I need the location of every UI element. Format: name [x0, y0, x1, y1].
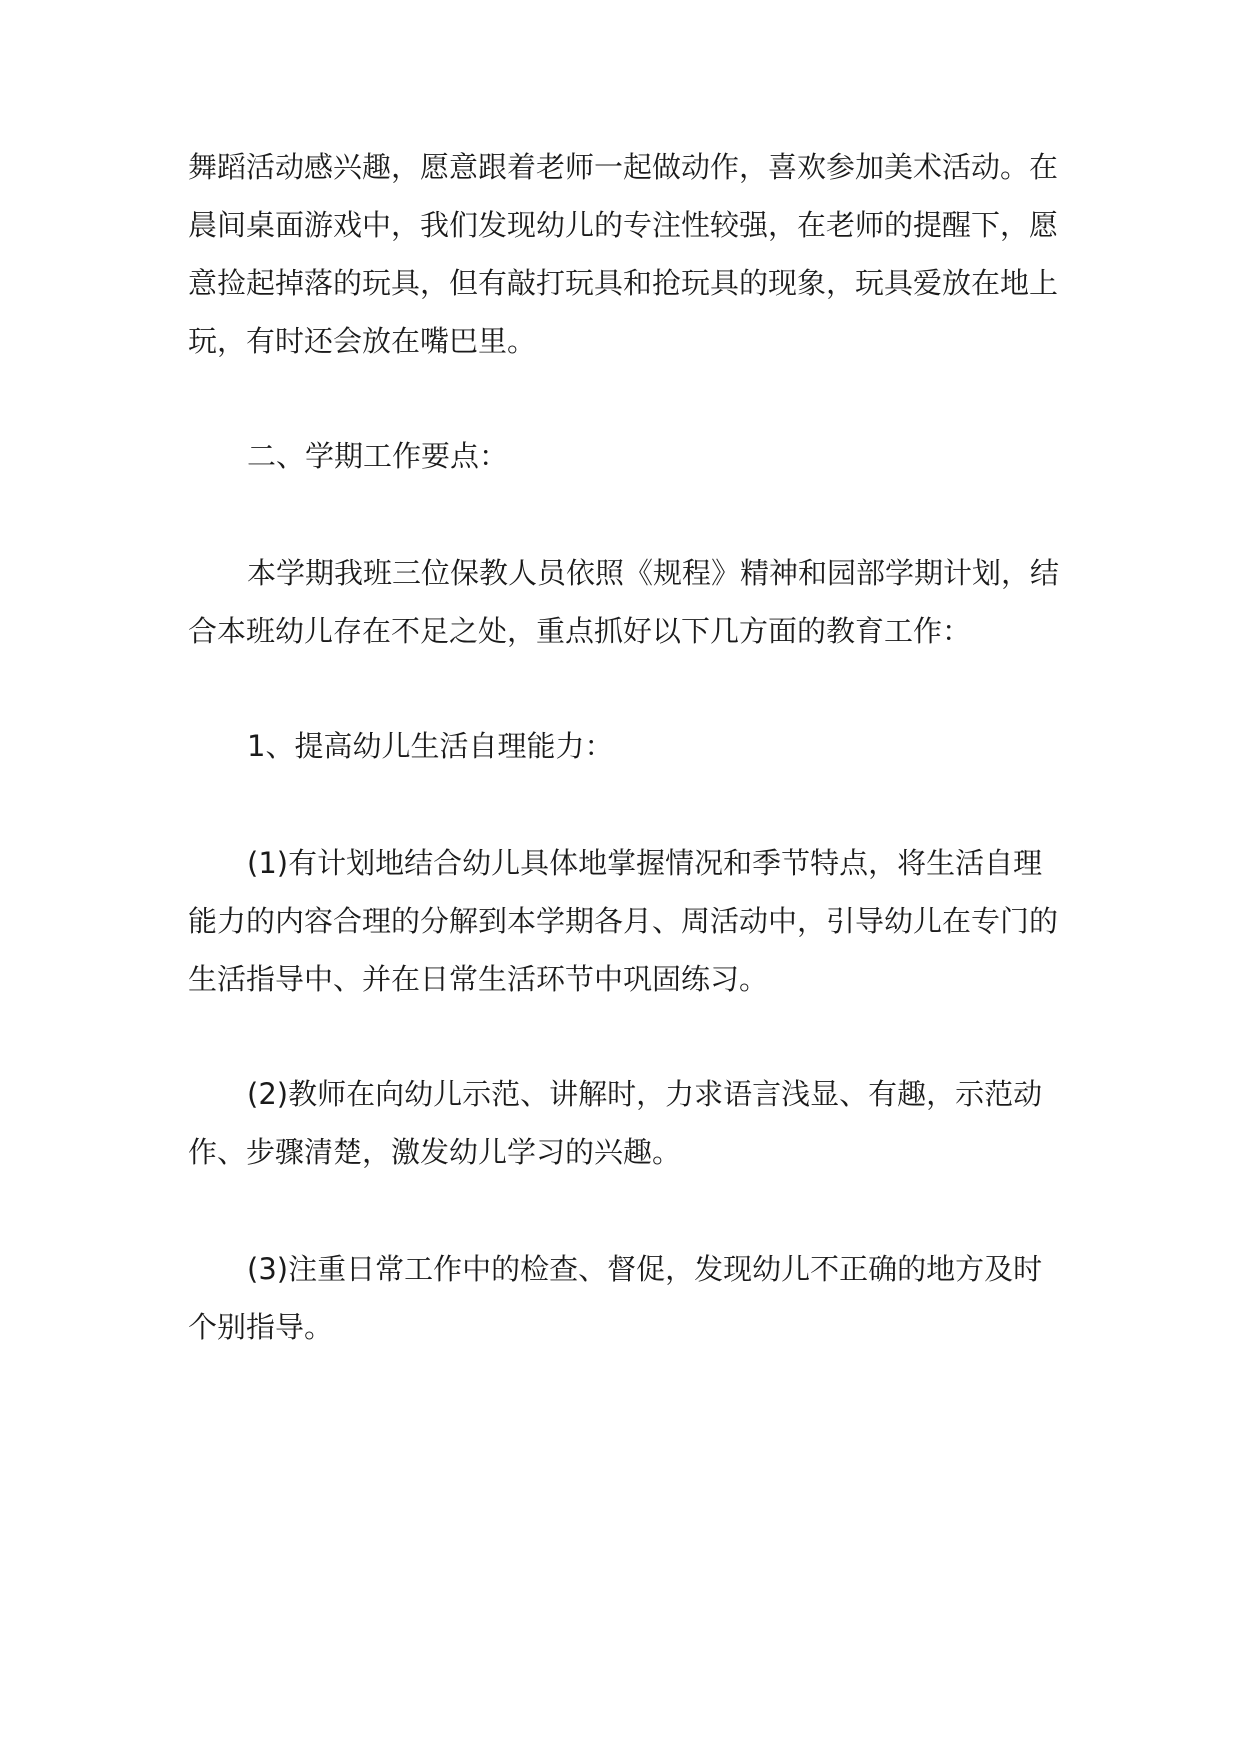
text-line: 舞蹈活动感兴趣，愿意跟着老师一起做动作，喜欢参加美术活动。在 [188, 150, 1059, 184]
text-line: 玩，有时还会放在嘴巴里。 [188, 324, 537, 358]
text-line: (1)有计划地结合幼儿具体地掌握情况和季节特点，将生活自理 [247, 846, 1043, 880]
text-line: 能力的内容合理的分解到本学期各月、周活动中，引导幼儿在专门的 [188, 904, 1059, 938]
subheading-text: 1、提高幼儿生活自理能力： [247, 729, 614, 763]
text-line: 作、步骤清楚，激发幼儿学习的兴趣。 [188, 1135, 682, 1169]
text-line: 生活指导中、并在日常生活环节中巩固练习。 [188, 962, 769, 996]
text-line: 晨间桌面游戏中，我们发现幼儿的专注性较强，在老师的提醒下，愿 [188, 208, 1059, 242]
text-line: 意捡起掉落的玩具，但有敲打玩具和抢玩具的现象，玩具爱放在地上 [188, 266, 1059, 300]
text-line: (2)教师在向幼儿示范、讲解时，力求语言浅显、有趣，示范动 [247, 1077, 1043, 1111]
text-line: 个别指导。 [188, 1310, 334, 1344]
text-line: 本学期我班三位保教人员依照《规程》精神和园部学期计划，结 [247, 556, 1060, 590]
text-line: 合本班幼儿存在不足之处，重点抓好以下几方面的教育工作： [188, 614, 972, 648]
heading-text: 二、学期工作要点： [247, 439, 509, 473]
text-line: (3)注重日常工作中的检查、督促，发现幼儿不正确的地方及时 [247, 1252, 1043, 1286]
